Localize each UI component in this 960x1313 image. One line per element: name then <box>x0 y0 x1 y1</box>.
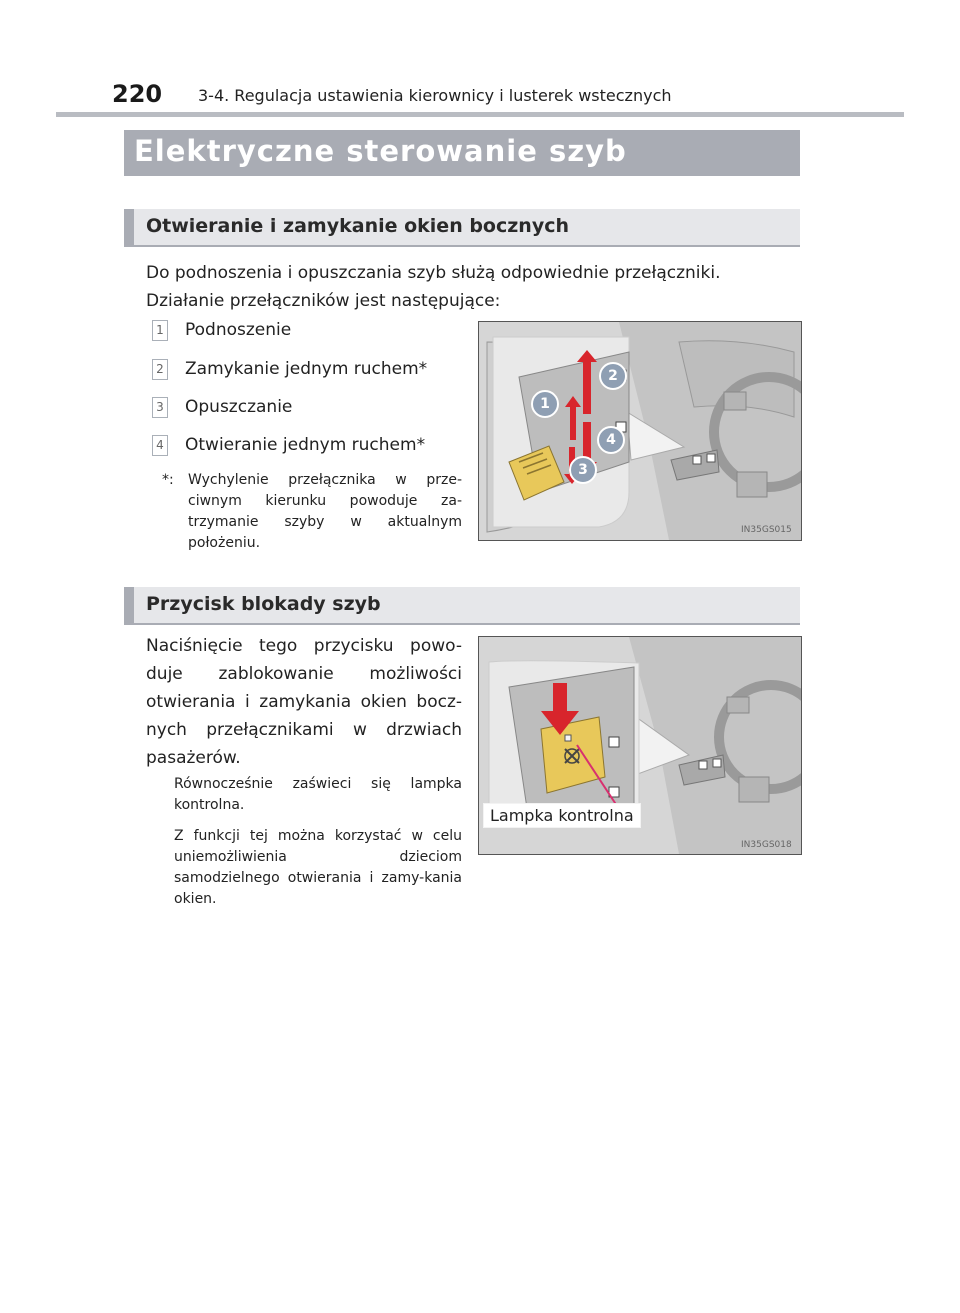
item-number: 1 <box>152 320 168 341</box>
item-number: 3 <box>152 397 168 418</box>
item-label-raise: Podnoszenie <box>185 320 292 340</box>
callout-3: 3 <box>569 456 597 484</box>
footnote-marker: *: <box>162 472 174 488</box>
item-label-auto-close: Zamykanie jednym ruchem* <box>185 359 428 379</box>
section-accent <box>124 587 134 625</box>
header-divider <box>56 112 904 117</box>
item-label-lower: Opuszczanie <box>185 397 293 417</box>
item-number: 4 <box>152 435 168 456</box>
callout-1: 1 <box>531 390 559 418</box>
window-switch-illustration <box>479 322 801 540</box>
section-heading-window-lock <box>124 587 800 625</box>
section-accent <box>124 209 134 247</box>
page-number: 220 <box>112 80 163 108</box>
figure-window-switches <box>478 321 802 541</box>
footnote: Wychylenie przełącznika w prze-ciwnym kierunku powoduje za-trzymanie szyby w aktualnym położeniu. <box>188 472 462 551</box>
callout-4: 4 <box>597 426 625 454</box>
item-number: 2 <box>152 359 168 380</box>
figure-lock-switch <box>478 636 802 855</box>
indicator-label: Lampka kontrolna <box>483 803 641 828</box>
item-label-auto-open: Otwieranie jednym ruchem* <box>185 435 426 455</box>
callout-2: 2 <box>599 362 627 390</box>
figure-code: IN35GS015 <box>741 525 792 535</box>
main-title-bar <box>124 130 800 176</box>
section-title: Przycisk blokady szyb <box>146 593 381 615</box>
figure-code: IN35GS018 <box>741 840 792 850</box>
note-child-safety: Z funkcji tej można korzystać w celu uniemożliwienia dzieciom samodzielnego otwierania i zamy-kania okien. <box>174 828 462 907</box>
intro-line-2: Działanie przełączników jest następujące: <box>146 291 501 311</box>
section-title: Otwieranie i zamykanie okien bocznych <box>146 215 570 237</box>
intro-line-1: Do podnoszenia i opuszczania szyb służą odpowiednie przełączniki. <box>146 263 721 283</box>
section-heading-side-windows <box>124 209 800 247</box>
main-title: Elektryczne sterowanie szyb <box>134 134 627 168</box>
note-indicator-light: Równocześnie zaświeci się lampka kontrolna. <box>174 776 462 813</box>
lock-description: Naciśnięcie tego przycisku powo-duje zablokowanie możliwości otwierania i zamykania okien bocz-nych przełącznikami w drzwiach pasażerów. <box>146 636 462 768</box>
chapter-header: 3-4. Regulacja ustawienia kierownicy i lusterek wstecznych <box>198 86 672 105</box>
